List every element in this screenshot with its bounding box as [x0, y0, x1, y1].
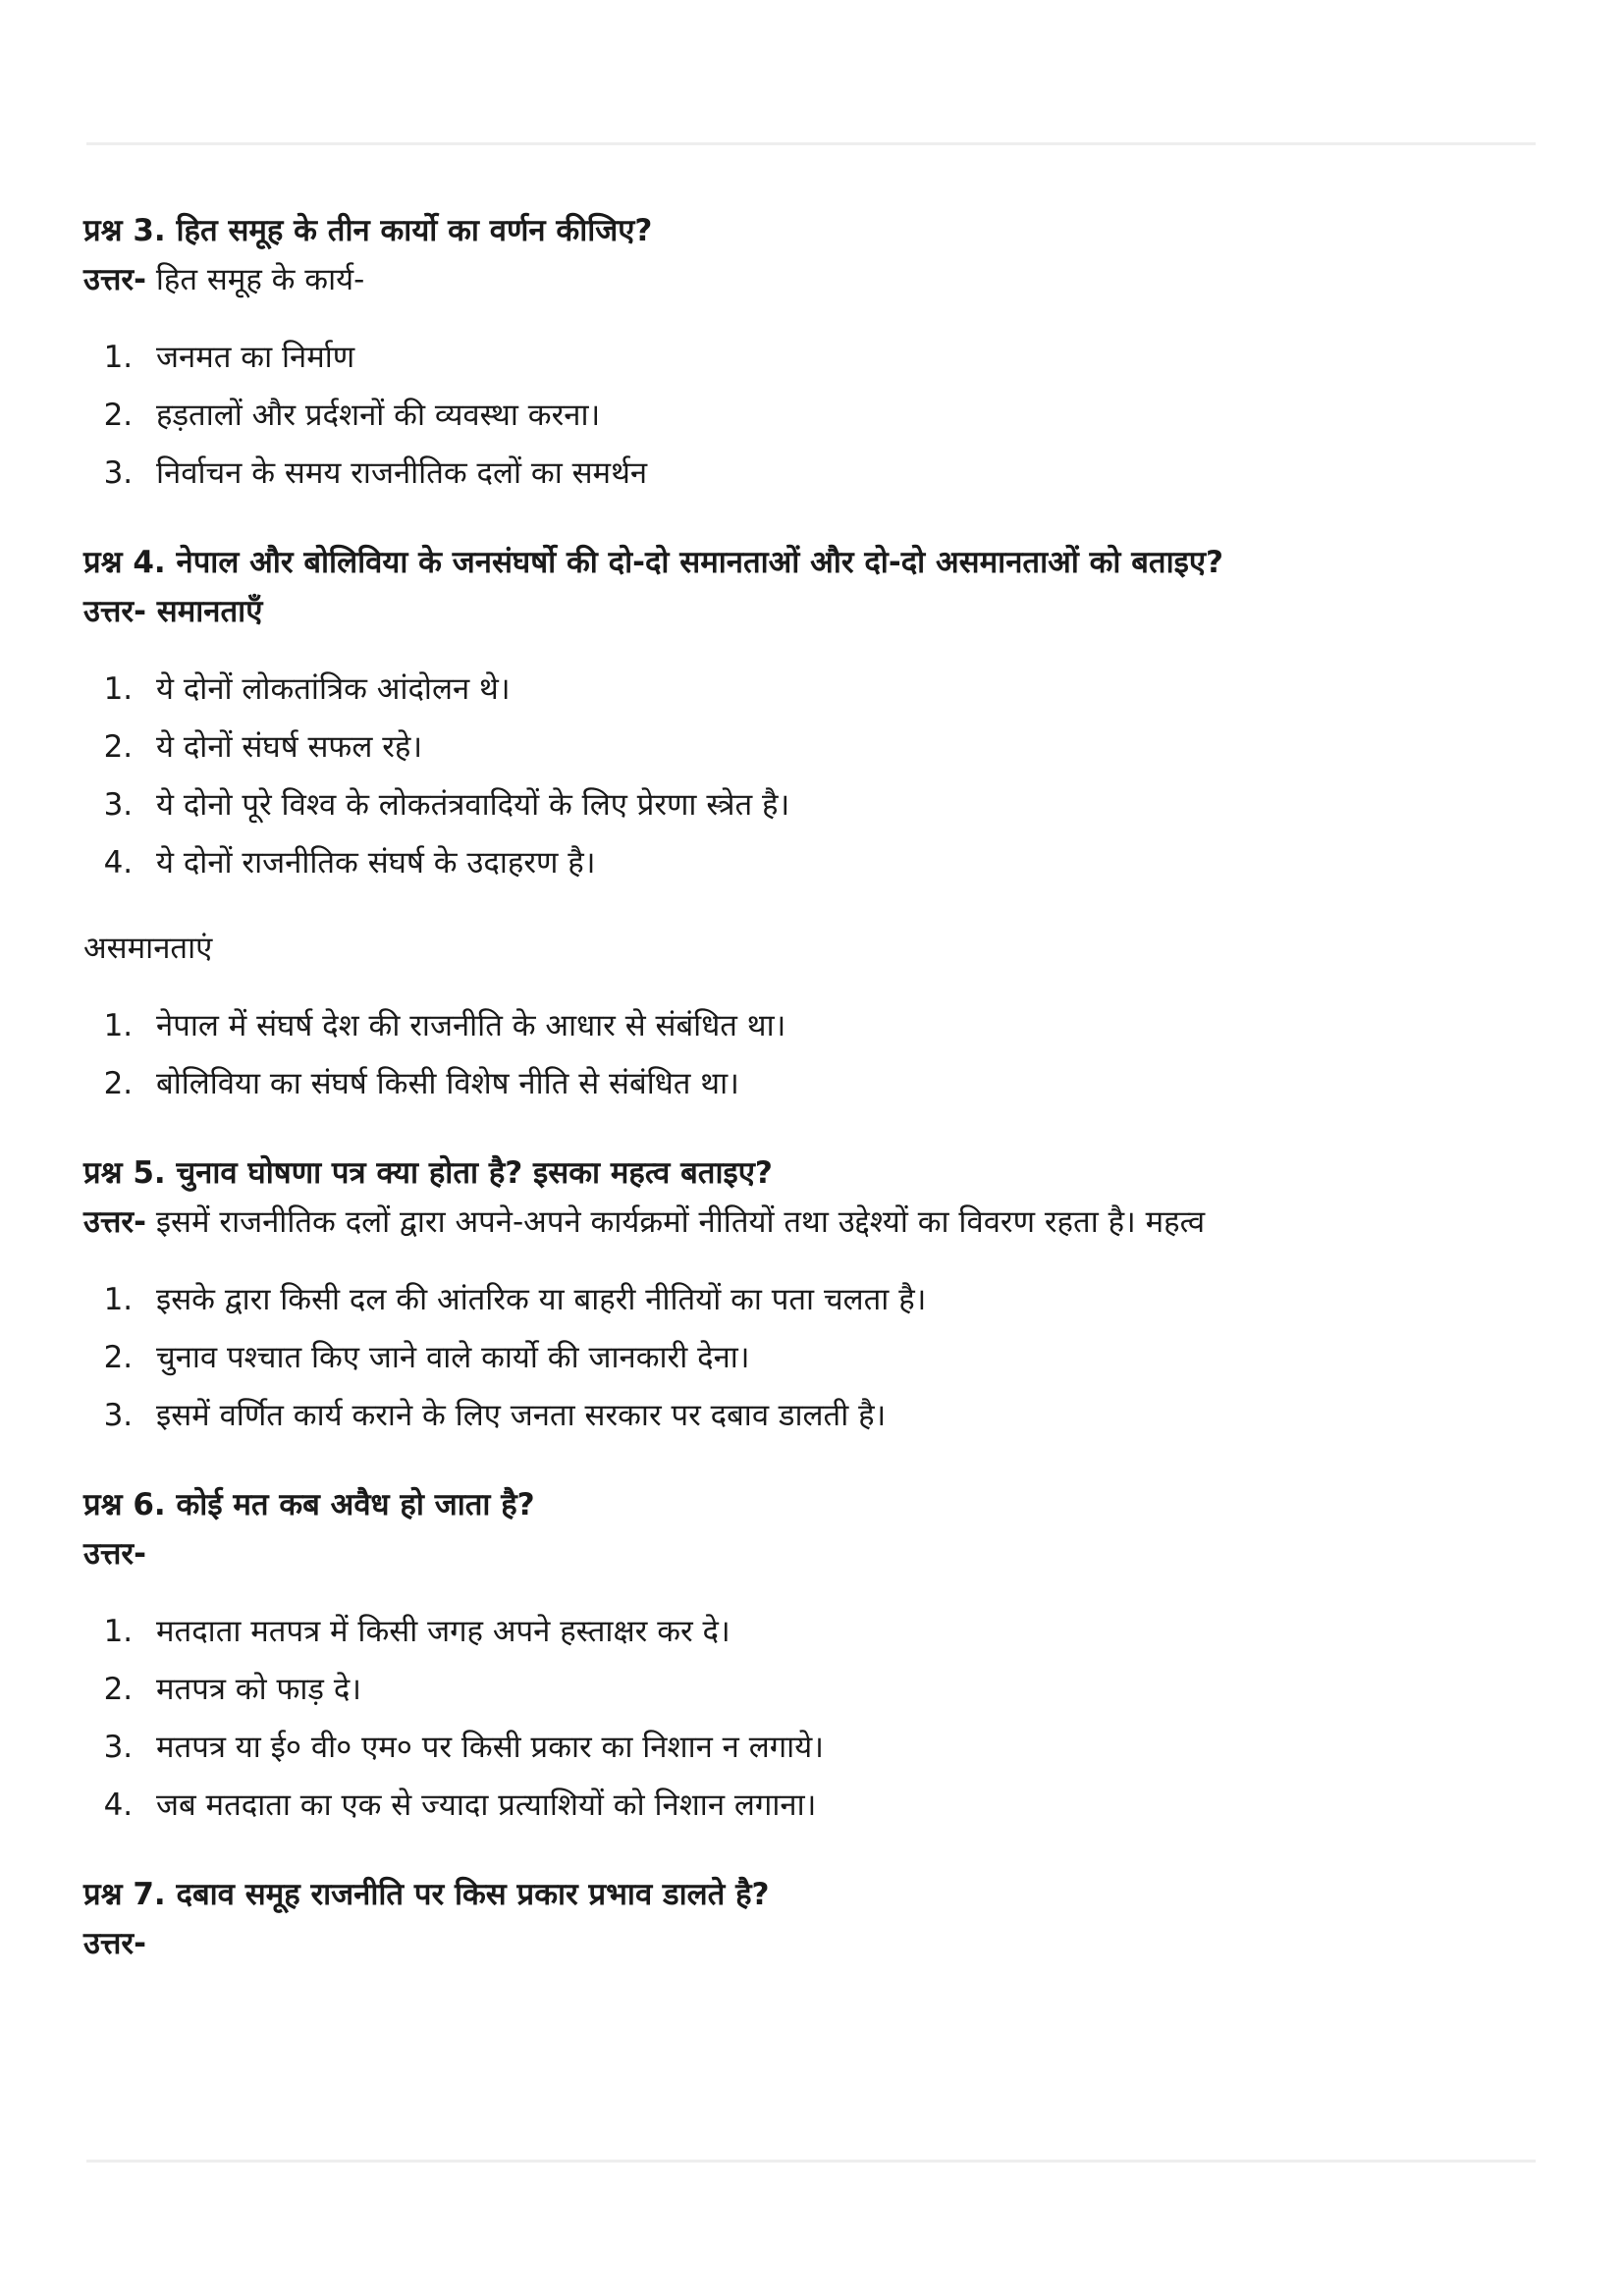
- answer-text: हित समूह के कार्य-: [145, 262, 365, 297]
- answer-line: [83, 1919, 1537, 1968]
- answer-line: [83, 587, 1537, 636]
- answer-line: [83, 1529, 1537, 1578]
- question-3: [83, 206, 1537, 503]
- list-item: 1. जनमत का निर्माण: [142, 329, 1537, 387]
- bottom-divider: [86, 2160, 1536, 2163]
- list-item: 3. निर्वाचन के समय राजनीतिक दलों का समर्थन: [142, 445, 1537, 503]
- list-item: 1. इसके द्वारा किसी दल की आंतरिक या बाहरी नीतियों का पता चलता है।: [142, 1271, 1537, 1329]
- question-title: प्रश्न 6. कोई मत कब अवैध हो जाता है?: [83, 1487, 535, 1522]
- sub-heading: असमानताएं: [83, 931, 213, 966]
- answer-list: [83, 661, 1537, 892]
- answer-label: उत्तर-: [83, 1536, 146, 1572]
- list-item: 2. हड़तालों और प्रर्दशनों की व्यवस्था करना।: [142, 387, 1537, 445]
- answer-sublist: [83, 997, 1537, 1113]
- list-item: 2. चुनाव पश्चात किए जाने वाले कार्यो की जानकारी देना।: [142, 1329, 1537, 1387]
- document-body: [83, 206, 1537, 1993]
- answer-line: [83, 1198, 1537, 1247]
- list-item: 3. ये दोनो पूरे विश्व के लोकतंत्रवादियों के लिए प्रेरणा स्त्रेत है।: [142, 776, 1537, 834]
- list-item: 1. मतदाता मतपत्र में किसी जगह अपने हस्ताक्षर कर दे।: [142, 1603, 1537, 1661]
- answer-line: [83, 255, 1537, 304]
- question-5: [83, 1148, 1537, 1445]
- list-item: 3. मतपत्र या ई० वी० एम० पर किसी प्रकार का निशान न लगाये।: [142, 1719, 1537, 1777]
- answer-text: इसमें राजनीतिक दलों द्वारा अपने-अपने कार्यक्रमों नीतियों तथा उद्देश्यों का विवरण रहता है। महत्व: [145, 1204, 1206, 1240]
- list-item: 4. ये दोनों राजनीतिक संघर्ष के उदाहरण है।: [142, 834, 1537, 892]
- question-title: प्रश्न 5. चुनाव घोषणा पत्र क्या होता है? इसका महत्व बताइए?: [83, 1155, 773, 1191]
- list-item: 3. इसमें वर्णित कार्य कराने के लिए जनता सरकार पर दबाव डालती है।: [142, 1387, 1537, 1445]
- top-divider: [86, 142, 1536, 145]
- answer-list: [83, 329, 1537, 503]
- question-4: [83, 538, 1537, 1113]
- list-item: 2. बोलिविया का संघर्ष किसी विशेष नीति से संबंधित था।: [142, 1055, 1537, 1113]
- list-item: 2. मतपत्र को फाड़ दे।: [142, 1661, 1537, 1719]
- answer-text: समानताएँ: [145, 594, 263, 629]
- question-title: प्रश्न 3. हित समूह के तीन कार्यो का वर्णन कीजिए?: [83, 213, 653, 248]
- answer-label: उत्तर-: [83, 1204, 146, 1240]
- answer-label: उत्तर-: [83, 594, 146, 629]
- list-item: 4. जब मतदाता का एक से ज्यादा प्रत्याशियों को निशान लगाना।: [142, 1777, 1537, 1835]
- list-item: 1. ये दोनों लोकतांत्रिक आंदोलन थे।: [142, 661, 1537, 719]
- answer-label: उत्तर-: [83, 262, 146, 297]
- answer-list: [83, 1603, 1537, 1835]
- question-title: प्रश्न 7. दबाव समूह राजनीति पर किस प्रकार प्रभाव डालते है?: [83, 1877, 770, 1912]
- question-title: प्रश्न 4. नेपाल और बोलिविया के जनसंघर्षो की दो-दो समानताओं और दो-दो असमानताओं को बताइए?: [83, 545, 1223, 580]
- answer-list: [83, 1271, 1537, 1445]
- list-item: 1. नेपाल में संघर्ष देश की राजनीति के आधार से संबंधित था।: [142, 997, 1537, 1055]
- answer-label: उत्तर-: [83, 1926, 146, 1961]
- question-7: [83, 1870, 1537, 1968]
- list-item: 2. ये दोनों संघर्ष सफल रहे।: [142, 719, 1537, 776]
- question-6: [83, 1480, 1537, 1835]
